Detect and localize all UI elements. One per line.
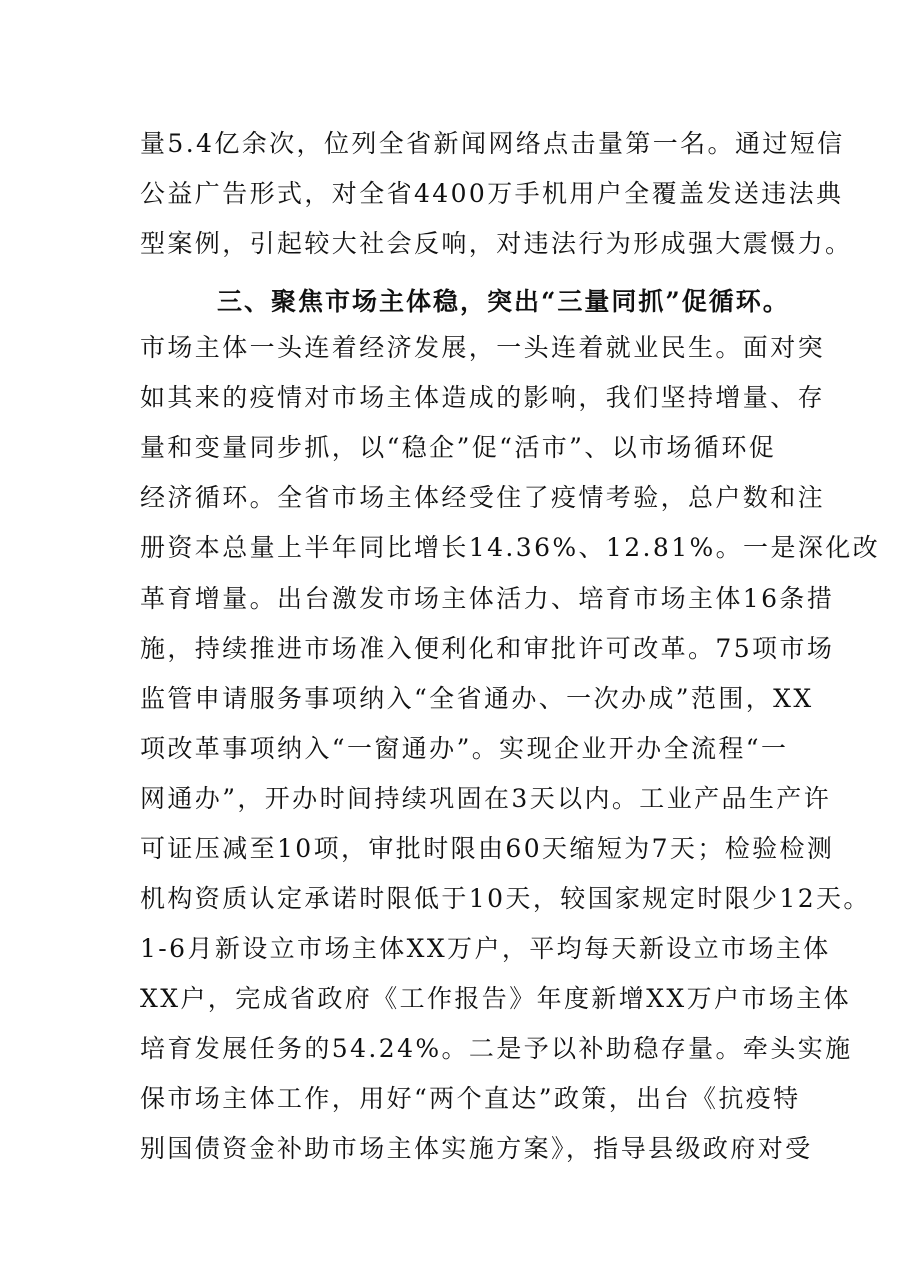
- text-line: 革育增量。出台激发市场主体活力、培育市场主体16条措: [140, 584, 835, 613]
- text-line: 如其来的疫情对市场主体造成的影响，我们坚持增量、存: [140, 383, 826, 412]
- text-line: 1-6月新设立市场主体XX万户，平均每天新设立市场主体: [140, 934, 831, 963]
- text-line: 施，持续推进市场准入便利化和审批许可改革。75项市场: [140, 634, 835, 663]
- text-line: 册资本总量上半年同比增长14.36%、12.81%。一是深化改: [140, 533, 881, 562]
- text-line: 保市场主体工作，用好“两个直达”政策，出台《抗疫特: [140, 1084, 801, 1113]
- text-line: 型案例，引起较大社会反响，对违法行为形成强大震慑力。: [140, 229, 853, 258]
- text-line: 别国债资金补助市场主体实施方案》，指导县级政府对受: [140, 1134, 813, 1163]
- text-line: 可证压减至10项，审批时限由60天缩短为7天；检验检测: [140, 834, 835, 863]
- text-line: 量5.4亿余次，位列全省新闻网络点击量第一名。通过短信: [140, 129, 845, 158]
- text-line: 项改革事项纳入“一窗通办”。实现企业开办全流程“一: [140, 734, 789, 763]
- text-line: 机构资质认定承诺时限低于10天，较国家规定时限少12天。: [140, 884, 871, 913]
- text-line: 网通办”，开办时间持续巩固在3天以内。工业产品生产许: [140, 784, 832, 813]
- section-heading: 三、聚焦市场主体稳，突出“三量同抓”促循环。: [217, 287, 790, 316]
- text-line: 监管申请服务事项纳入“全省通办、一次办成”范围，XX: [140, 684, 814, 713]
- text-line: 公益广告形式，对全省4400万手机用户全覆盖发送违法典: [140, 179, 844, 208]
- text-line: 培育发展任务的54.24%。二是予以补助稳存量。牵头实施: [140, 1034, 853, 1063]
- text-line: 量和变量同步抓，以“稳企”促“活市”、以市场循环促: [140, 433, 777, 462]
- text-line: 市场主体一头连着经济发展，一头连着就业民生。面对突: [140, 333, 826, 362]
- text-line: XX户，完成省政府《工作报告》年度新增XX万户市场主体: [140, 984, 851, 1013]
- text-line: 经济循环。全省市场主体经受住了疫情考验，总户数和注: [140, 483, 826, 512]
